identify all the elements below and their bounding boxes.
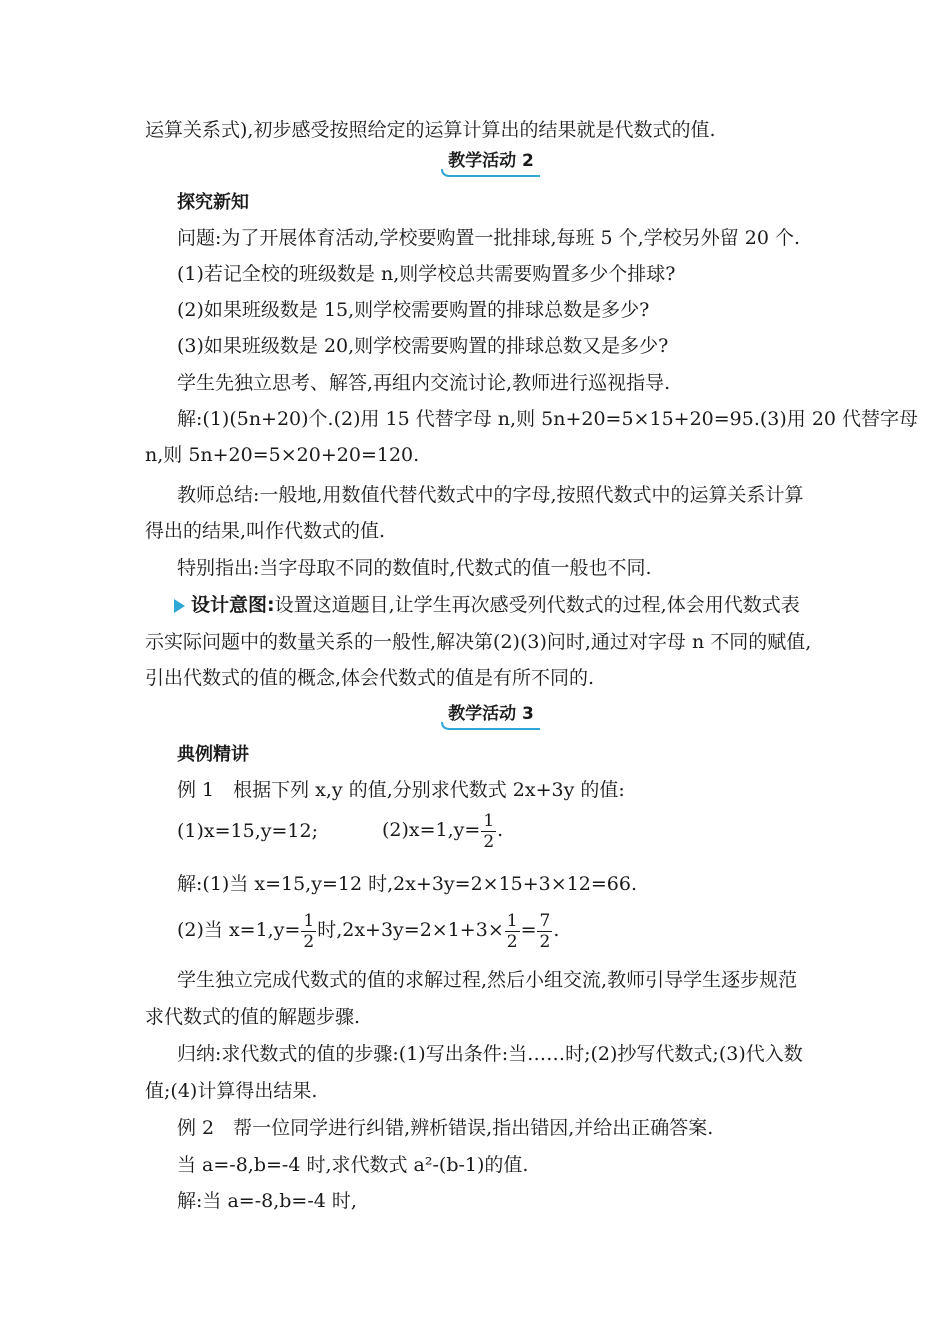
- process-line-1: 学生独立完成代数式的值的求解过程,然后小组交流,教师引导学生逐步规范: [177, 969, 798, 991]
- summary-line-2: 得出的结果,叫作代数式的值.: [145, 520, 386, 542]
- intro-tail: 运算关系式),初步感受按照给定的运算计算出的结果就是代数式的值.: [145, 119, 716, 141]
- activity-2-title: 教学活动 2: [448, 151, 534, 171]
- play-triangle-icon: [174, 599, 185, 613]
- example-2-solution: 解:当 a=-8,b=-4 时,: [177, 1190, 357, 1212]
- design-intent-text-1: 设置这道题目,让学生再次感受列代数式的过程,体会用代数式表: [274, 594, 800, 616]
- fraction-half-b: $\frac{1}{2}$: [506, 910, 518, 952]
- special-note: 特别指出:当字母取不同的数值时,代数式的值一般也不同.: [177, 557, 652, 579]
- design-intent-line-2: 示实际问题中的数量关系的一般性,解决第(2)(3)问时,通过对字母 n 不同的赋值,: [145, 631, 812, 653]
- examples-heading: 典例精讲: [177, 744, 249, 765]
- example-1-case-b: (2)x=1,y= $\frac{1}{2}$ .: [382, 810, 504, 852]
- fraction-seven-halves: $\frac{7}{2}$: [539, 910, 551, 952]
- question-2: (2)如果班级数是 15,则学校需要购置的排球总数是多少?: [177, 299, 650, 321]
- design-intent-label: 设计意图:: [191, 594, 275, 616]
- process-line-2: 求代数式的值的解题步骤.: [145, 1006, 361, 1028]
- activity-3-underline: [440, 721, 542, 731]
- question-3: (3)如果班级数是 20,则学校需要购置的排球总数又是多少?: [177, 335, 669, 357]
- induce-line-1: 归纳:求代数式的值的步骤:(1)写出条件:当……时;(2)抄写代数式;(3)代入数: [177, 1043, 803, 1065]
- summary-line-1: 教师总结:一般地,用数值代替代数式中的字母,按照代数式中的运算关系计算: [177, 484, 804, 506]
- activity-2-underline: [440, 168, 542, 178]
- question-1: (1)若记全校的班级数是 n,则学校总共需要购置多少个排球?: [177, 263, 676, 285]
- induce-line-2: 值;(4)计算得出结果.: [145, 1080, 318, 1102]
- solution-line-1: 解:(1)(5n+20)个.(2)用 15 代替字母 n,则 5n+20=5×15+20=95.(3)用 20 代替字母: [177, 408, 919, 430]
- solution-2: (2)当 x=1,y= $\frac{1}{2}$ 时,2x+3y=2×1+3× $\frac{1}{2}$ = $\frac{7}{2}$ .: [177, 910, 560, 952]
- explore-heading: 探究新知: [177, 192, 249, 213]
- design-intent-line-3: 引出代数式的值的概念,体会代数式的值是有所不同的.: [145, 667, 595, 689]
- solution-line-2: n,则 5n+20=5×20+20=120.: [145, 444, 420, 466]
- fraction-half-a: $\frac{1}{2}$: [303, 910, 315, 952]
- case-b-text: (2)x=1,y=: [382, 819, 481, 841]
- process-text: 学生先独立思考、解答,再组内交流讨论,教师进行巡视指导.: [177, 372, 671, 394]
- solution-1: 解:(1)当 x=15,y=12 时,2x+3y=2×15+3×12=66.: [177, 873, 638, 895]
- fraction-half: $\frac{1}{2}$: [483, 810, 495, 852]
- activity-3-title: 教学活动 3: [448, 704, 534, 724]
- example-2-condition: 当 a=-8,b=-4 时,求代数式 a²-(b-1)的值.: [177, 1154, 529, 1176]
- example-1: 例 1 根据下列 x,y 的值,分别求代数式 2x+3y 的值:: [177, 779, 625, 801]
- design-intent-line-1: [174, 591, 800, 619]
- example-1-case-a: (1)x=15,y=12;: [177, 820, 318, 842]
- problem-text: 问题:为了开展体育活动,学校要购置一批排球,每班 5 个,学校另外留 20 个.: [177, 227, 800, 249]
- example-2: 例 2 帮一位同学进行纠错,辨析错误,指出错因,并给出正确答案.: [177, 1117, 714, 1139]
